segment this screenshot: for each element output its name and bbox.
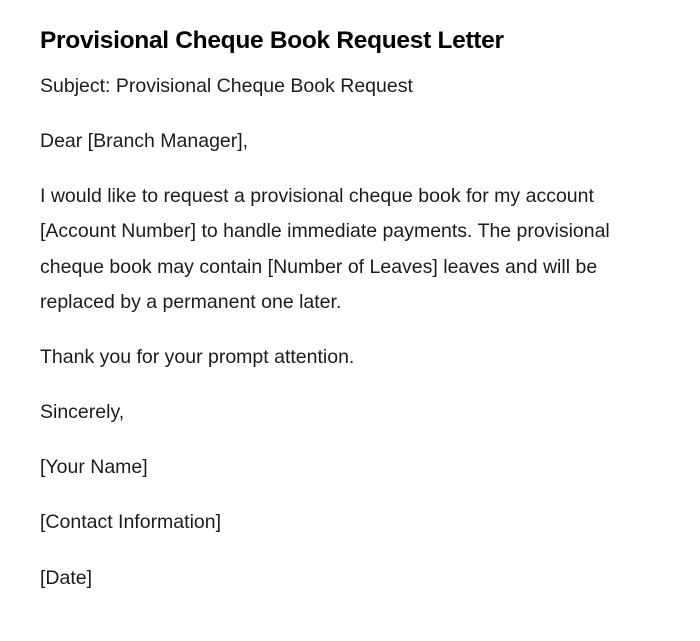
letter-sender-name: [Your Name] [40, 455, 148, 478]
letter-salutation: Dear [Branch Manager], [40, 129, 249, 152]
letter-subject: Subject: Provisional Cheque Book Request [40, 75, 413, 97]
letter-document [40, 24, 660, 596]
letter-thanks: Thank you for your prompt attention. [40, 345, 355, 368]
letter-body: I would like to request a provisional cheque book for my account [Account Number] to handle immediate payments. The provisional cheque book may contain [Number of Leaves] leaves and will be replaced by a permanent one later. [40, 184, 610, 313]
letter-date: [Date] [40, 566, 93, 589]
letter-title: Provisional Cheque Book Request Letter [40, 27, 504, 54]
letter-contact-info: [Contact Information] [40, 510, 222, 533]
letter-closing: Sincerely, [40, 400, 125, 423]
